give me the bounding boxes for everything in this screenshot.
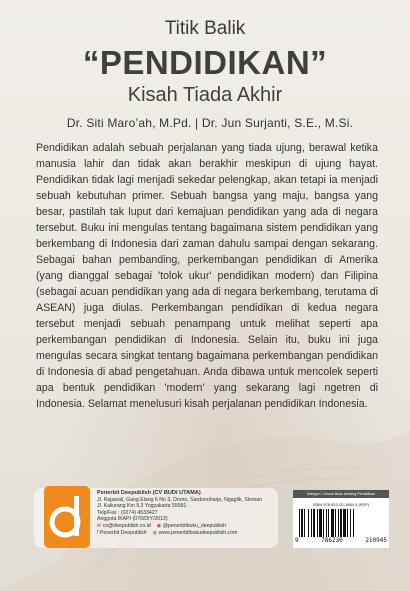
isbn-digits xyxy=(295,537,387,544)
barcode-bar xyxy=(350,509,351,537)
book-title: “PENDIDIKAN” xyxy=(82,44,328,81)
publisher-name: Penerbit Deepublish (CV BUDI UTAMA) xyxy=(97,490,201,496)
publisher-website: www.penerbitbukudeepublish.com xyxy=(158,529,238,536)
barcode-bar xyxy=(338,509,339,537)
publisher-address-2: Jl. Kaliurang Km 9,3 Yogyakarta 55581 xyxy=(97,503,187,510)
barcode-bar xyxy=(317,509,318,537)
publisher-email: cs@deepublish.co.id xyxy=(102,522,151,529)
title-top-line: Titik Balik xyxy=(164,18,246,39)
publisher-membership: Anggota IKAPI (076/DIY/2012) xyxy=(97,516,168,523)
isbn-barcode-box xyxy=(292,489,390,549)
barcode-bar xyxy=(340,509,342,537)
barcode-bar xyxy=(326,509,327,537)
publisher-phone: Telp/Fax : (0274) 4533427 xyxy=(97,509,158,516)
barcode-bar xyxy=(301,509,303,537)
barcode-bar xyxy=(319,509,322,537)
globe-icon: ◍ xyxy=(152,529,158,536)
barcode-bar xyxy=(335,509,336,537)
isbn-digit-group-2: 786230 xyxy=(321,537,343,544)
barcode-bar xyxy=(328,509,329,537)
isbn-digit-group-3: 210945 xyxy=(365,537,387,544)
barcode-bar xyxy=(353,509,354,537)
book-subtitle: Kisah Tiada Akhir xyxy=(127,84,283,106)
publisher-web-row xyxy=(97,530,277,537)
publisher-info xyxy=(97,490,277,536)
blurb-paragraph: Pendidikan adalah sebuah perjalanan yang tiada ujung, berawal ketika manusia lahir dan tidak akan berakhir meskipun di ujung hayat. Pendidikan tidak lagi menjadi sekedar pelengkap, akan tetapi ia menjadi sebuah kebutuhan primer. Sebuah bangsa yang maju, bangsa yang besar, pastilah tak luput dari kemajuan pendidikan yang ada di negara tersebut. Buku ini mengulas tentang bagaimana sistem pendidikan yang berkembang di Indonesia dari zaman dahulu sampai dengan sekarang. Sebagai bahan pembanding, perkembangan pendidikan di Amerika (yang dianggal sebagai 'tolok ukur' pendidikan modern) dan Filipina (sebagai acuan pendidikan yang ada di negara berkembang, terutama di ASEAN) juga diulas. Perkembangan pendidikan di kedua negara tersebut menjadi sebuah penampang untuk melihat seperti apa perkembangan pendidikan di Indonesia. Selain itu, buku ini juga mengulas secara singkat tentang bagaimana perkembangan pendidikan di Indonesia di abad pengetahuan. Anda dibawa untuk mencolek seperti apa bentuk pendidikan 'modern' yang sekarang lagi ngetren di Indonesia. Selamat menelusuri kisah perjalanan pendidikan Indonesia. xyxy=(36,142,378,410)
email-icon: ✉ xyxy=(97,522,102,529)
barcode-bar xyxy=(299,509,300,537)
barcode-bar xyxy=(343,509,346,537)
barcode-graphic xyxy=(297,509,385,537)
barcode-bar xyxy=(347,509,348,537)
deepublish-logo-icon xyxy=(44,486,90,548)
barcode-bar xyxy=(323,509,324,537)
authors-line: Dr. Siti Maro’ah, M.Pd. | Dr. Jun Surjanti, S.E., M.Si. xyxy=(66,116,354,130)
barcode-bar xyxy=(331,509,334,537)
publisher-address-1: Jl. Rajawali, Gang Elang 6 No 3, Drono, Sardonoharjo, Ngaglik, Sleman xyxy=(97,496,262,503)
social-icon: ◉ xyxy=(156,522,162,529)
isbn-digit-group-1: 9 xyxy=(295,537,299,544)
publisher-social: @penerbitbuku_deepublish xyxy=(162,522,226,529)
barcode-bar xyxy=(313,509,315,537)
barcode-bar xyxy=(311,509,312,537)
isbn-label: ISBN 978-623-02-1884-5 (PDF) xyxy=(312,502,370,507)
publisher-facebook: Penerbit Deepublish xyxy=(99,529,147,536)
barcode-bar xyxy=(304,509,305,537)
barcode-bar xyxy=(308,509,309,537)
publisher-contact-row xyxy=(97,523,277,530)
isbn-category: Kategori : Umum Buku tentang Pendidikan xyxy=(293,490,389,498)
facebook-icon: f xyxy=(97,529,99,536)
